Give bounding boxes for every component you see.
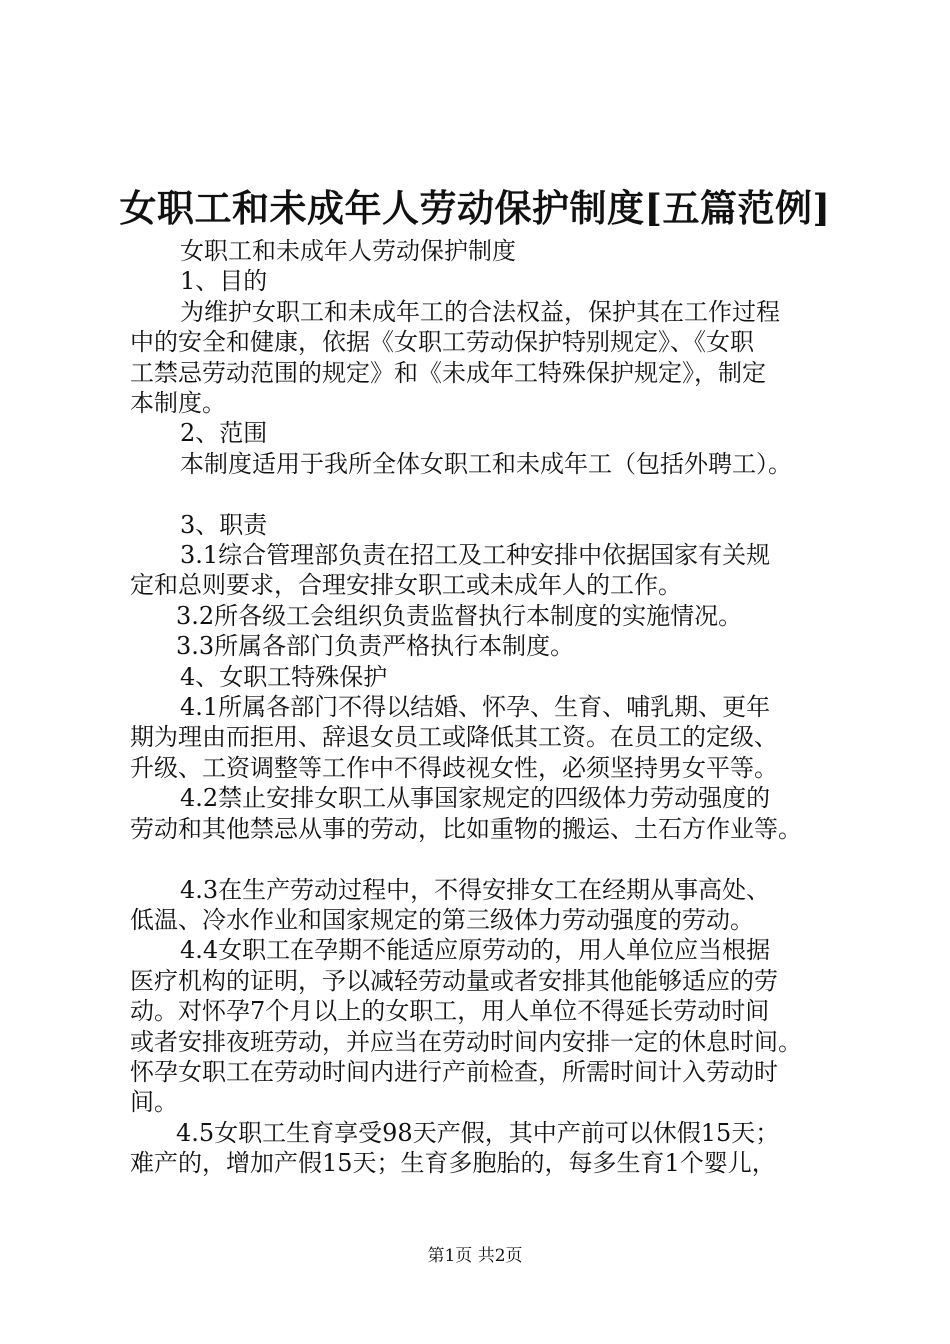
- paragraph-line: 4.4女职工在孕期不能适应原劳动的，用人单位应当根据: [180, 936, 771, 965]
- paragraph-line: 4.5女职工生育享受98天产假，其中产前可以休假15天；: [176, 1118, 780, 1147]
- section-heading-duties: 3、职责: [180, 510, 268, 539]
- paragraph-line: 3.2所各级工会组织负责监督执行本制度的实施情况。: [176, 601, 743, 630]
- section-heading-scope: 2、范围: [180, 419, 268, 448]
- section-heading-purpose: 1、目的: [180, 267, 268, 296]
- paragraph-line: 怀孕女职工在劳动时间内进行产前检查，所需时间计入劳动时: [130, 1057, 778, 1086]
- paragraph-line: 升级、工资调整等工作中不得歧视女性，必须坚持男女平等。: [130, 753, 778, 782]
- paragraph-line: 本制度。: [130, 389, 226, 418]
- paragraph-line: 动。对怀孕7个月以上的女职工，用人单位不得延长劳动时间: [130, 997, 770, 1026]
- subtitle-line: 女职工和未成年人劳动保护制度: [180, 237, 516, 265]
- paragraph-line: 中的安全和健康，依据《女职工劳动保护特别规定》、《女职: [130, 328, 754, 357]
- paragraph-line: 医疗机构的证明，予以减轻劳动量或者安排其他能够适应的劳: [130, 966, 778, 995]
- paragraph-line: 难产的，增加产假15天；生育多胞胎的，每多生育1个婴儿，: [130, 1149, 776, 1178]
- paragraph-line: 工禁忌劳动范围的规定》和《未成年工特殊保护规定》，制定: [130, 358, 766, 387]
- blank-line: [130, 844, 840, 874]
- paragraph-line: 本制度适用于我所全体女职工和未成年工（包括外聘工）。: [180, 449, 792, 478]
- section-heading-special-protection: 4、女职工特殊保护: [180, 662, 388, 691]
- paragraph-line: 3.3所属各部门负责严格执行本制度。: [176, 632, 575, 661]
- paragraph-line: 4.3在生产劳动过程中，不得安排女工在经期从事高处、: [180, 875, 771, 904]
- paragraph-line: 为维护女职工和未成年工的合法权益，保护其在工作过程: [180, 297, 780, 326]
- paragraph-line: 4.2禁止安排女职工从事国家规定的四级体力劳动强度的: [180, 784, 771, 813]
- document-title: 女职工和未成年人劳动保护制度[五篇范例]: [119, 186, 831, 230]
- document-body: [130, 236, 840, 1179]
- paragraph-line: 劳动和其他禁忌从事的劳动，比如重物的搬运、土石方作业等。: [130, 814, 802, 843]
- paragraph-line: 低温、冷水作业和国家规定的第三级体力劳动强度的劳动。: [130, 905, 754, 934]
- paragraph-line: 间。: [130, 1088, 178, 1117]
- blank-line: [130, 479, 840, 509]
- paragraph-line: 或者安排夜班劳动，并应当在劳动时间内安排一定的休息时间。: [130, 1027, 802, 1056]
- paragraph-line: 4.1所属各部门不得以结婚、怀孕、生育、哺乳期、更年: [180, 693, 771, 722]
- page-footer: 第1页 共2页: [427, 1246, 523, 1266]
- paragraph-line: 期为理由而拒用、辞退女员工或降低其工资。在员工的定级、: [130, 723, 778, 752]
- paragraph-line: 定和总则要求，合理安排女职工或未成年人的工作。: [130, 571, 682, 600]
- paragraph-line: 3.1综合管理部负责在招工及工种安排中依据国家有关规: [180, 541, 771, 570]
